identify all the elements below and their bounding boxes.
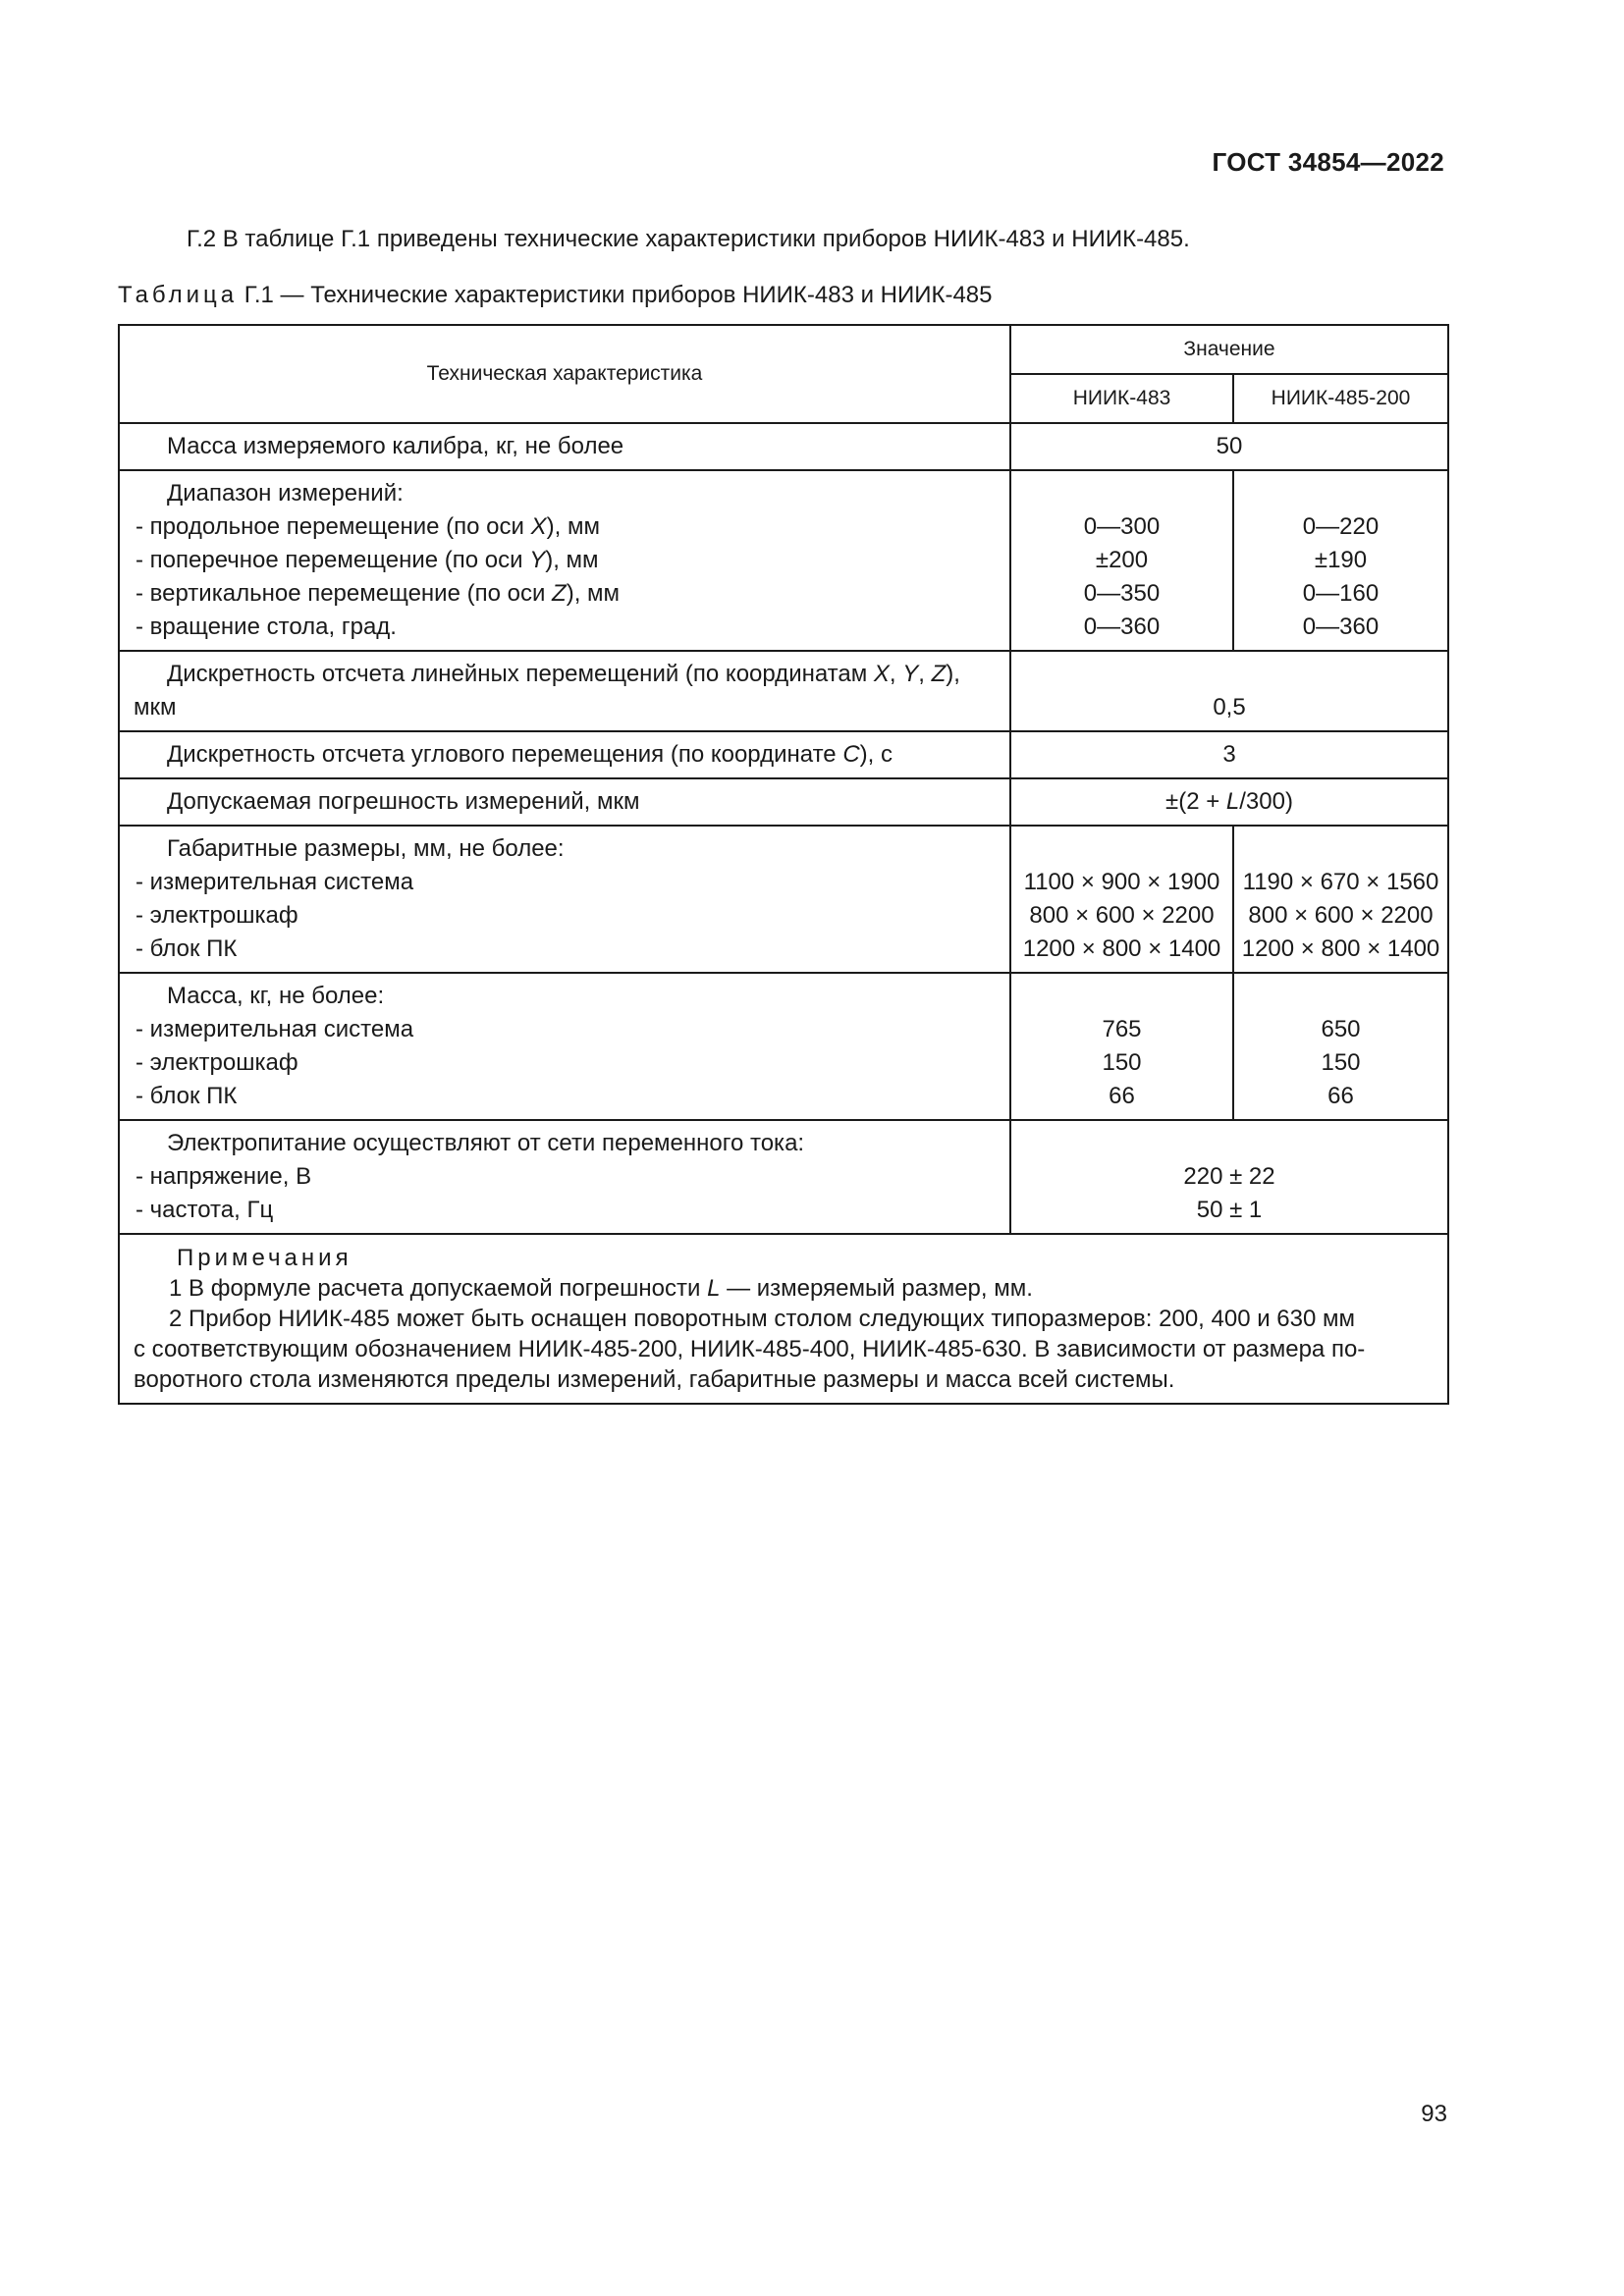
value-angular-resolution: 3 xyxy=(1010,731,1448,778)
table-row xyxy=(119,973,1448,1120)
note-2-line-1: 2 Прибор НИИК-485 может быть оснащен поворотным столом следующих типоразмеров: 200, 400 и 630 мм xyxy=(169,1306,1356,1332)
note-1: 1 В формуле расчета допускаемой погрешности L — измеряемый размер, мм. xyxy=(169,1275,1033,1302)
page-number: 93 xyxy=(1421,2101,1447,2127)
header-param: Техническая характеристика xyxy=(119,325,1010,423)
note-2-line-3: воротного стола изменяются пределы измерений, габаритные размеры и масса всей системы. xyxy=(134,1366,1175,1393)
value-mass-niik-483: 765 150 66 xyxy=(1010,973,1233,1120)
value-linear-resolution: 0,5 xyxy=(1010,651,1448,731)
table-notes xyxy=(119,1234,1448,1404)
value-dimensions-niik-483: 1100 × 900 × 1900 800 × 600 × 2200 1200 × 800 × 1400 xyxy=(1010,826,1233,973)
table-caption-text: Г.1 — Технические характеристики приборов НИИК-483 и НИИК-485 xyxy=(244,282,993,308)
intro-paragraph: Г.2 В таблице Г.1 приведены технические характеристики приборов НИИК-483 и НИИК-485. xyxy=(187,226,1190,252)
note-2-line-2: с соответствующим обозначением НИИК-485-200, НИИК-485-400, НИИК-485-630. В зависимости от размера по- xyxy=(134,1336,1366,1362)
param-mass: Масса, кг, не более: - измерительная система - электрошкаф - блок ПК xyxy=(119,973,1010,1120)
table-notes-row xyxy=(119,1234,1448,1404)
document-id: ГОСТ 34854—2022 xyxy=(1212,147,1444,177)
param-item: - продольное перемещение (по оси X), мм xyxy=(135,513,600,540)
header-value: Значение xyxy=(1010,325,1448,374)
table-caption xyxy=(118,282,993,309)
value-error: ±(2 + L/300) xyxy=(1010,778,1448,826)
param-item: - поперечное перемещение (по оси Y), мм xyxy=(135,547,599,573)
header-niik-485-200: НИИК-485-200 xyxy=(1233,374,1448,423)
value-mass-caliber: 50 xyxy=(1010,423,1448,470)
param-item: - вертикальное перемещение (по оси Z), мм xyxy=(135,580,621,607)
param-label: Масса измеряемого калибра, кг, не более xyxy=(167,433,624,459)
table-row xyxy=(119,423,1448,470)
param-linear-resolution: Дискретность отсчета линейных перемещений (по координатам X, Y, Z), мкм xyxy=(119,651,1010,731)
table-row xyxy=(119,470,1448,651)
notes-title: Примечания xyxy=(177,1245,352,1271)
param-mass-caliber xyxy=(119,423,1010,470)
param-item: - вращение стола, град. xyxy=(135,614,397,640)
spec-table xyxy=(118,324,1449,1405)
param-angular-resolution: Дискретность отсчета углового перемещения (по координате C), с xyxy=(119,731,1010,778)
value-power: 220 ± 22 50 ± 1 xyxy=(1010,1120,1448,1234)
table-row xyxy=(119,778,1448,826)
param-dimensions: Габаритные размеры, мм, не более: - измерительная система - электрошкаф - блок ПК xyxy=(119,826,1010,973)
param-power: Электропитание осуществляют от сети переменного тока: - напряжение, В - частота, Гц xyxy=(119,1120,1010,1234)
value-mass-niik-485: 650 150 66 xyxy=(1233,973,1448,1120)
table-row xyxy=(119,826,1448,973)
table-row xyxy=(119,651,1448,731)
value-range-niik-485: 0—220 ±190 0—160 0—360 xyxy=(1233,470,1448,651)
value-range-niik-483: 0—300 ±200 0—350 0—360 xyxy=(1010,470,1233,651)
table-row xyxy=(119,731,1448,778)
param-range xyxy=(119,470,1010,651)
table-row xyxy=(119,1120,1448,1234)
param-title: Диапазон измерений: xyxy=(167,480,404,507)
table-caption-label: Таблица xyxy=(118,282,239,308)
value-dimensions-niik-485: 1190 × 670 × 1560 800 × 600 × 2200 1200 × 800 × 1400 xyxy=(1233,826,1448,973)
param-error: Допускаемая погрешность измерений, мкм xyxy=(119,778,1010,826)
header-niik-483: НИИК-483 xyxy=(1010,374,1233,423)
